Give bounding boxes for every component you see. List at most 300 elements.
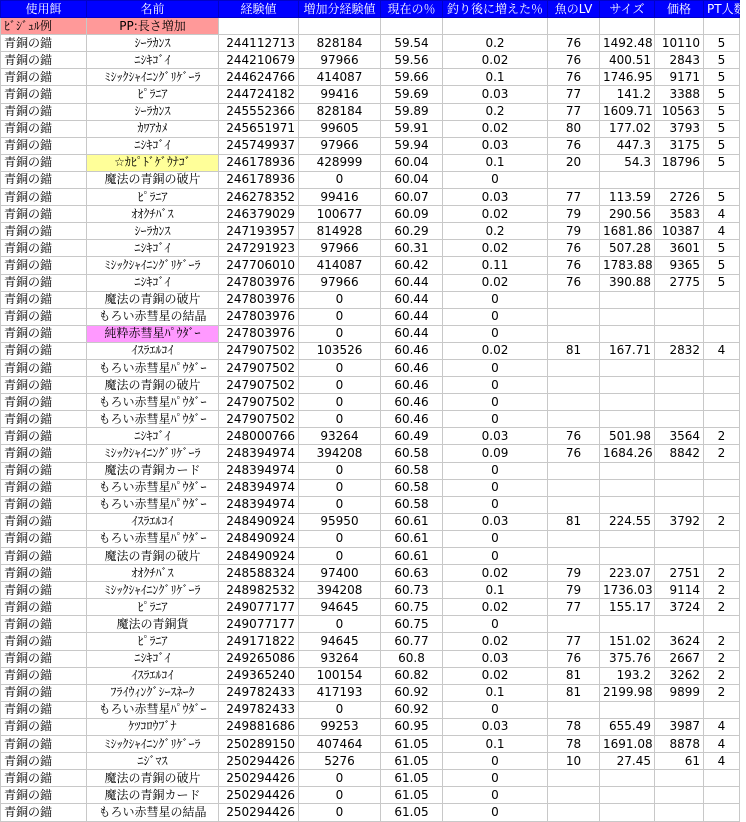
cell-gain[interactable]: 99253 — [299, 718, 381, 735]
cell-exp[interactable]: 247803976 — [219, 308, 299, 325]
cell-gain[interactable]: 0 — [299, 701, 381, 718]
cell-current-pct[interactable]: 60.46 — [381, 377, 443, 394]
cell-exp[interactable]: 250294426 — [219, 804, 299, 821]
cell-exp[interactable]: 246178936 — [219, 171, 299, 188]
cell-price[interactable] — [655, 377, 704, 394]
cell-pt[interactable]: 4 — [704, 342, 740, 359]
cell-fish-lv[interactable] — [548, 530, 600, 547]
cell-increase-pct[interactable]: 0.03 — [443, 650, 548, 667]
cell-exp[interactable]: 248394974 — [219, 445, 299, 462]
cell-exp[interactable]: 246178936 — [219, 154, 299, 171]
cell-price[interactable] — [655, 18, 704, 35]
cell-name[interactable]: もろい赤彗星ﾊﾟｳﾀﾞｰ — [87, 530, 219, 547]
cell-bait[interactable]: 青銅の錨 — [1, 753, 87, 770]
cell-price[interactable] — [655, 530, 704, 547]
cell-increase-pct[interactable]: 0.02 — [443, 240, 548, 257]
cell-name[interactable]: もろい赤彗星の結晶 — [87, 804, 219, 821]
cell-increase-pct[interactable]: 0 — [443, 308, 548, 325]
cell-name[interactable]: 魔法の青銅貨 — [87, 616, 219, 633]
header-name[interactable]: 名前 — [87, 1, 219, 18]
cell-gain[interactable]: 97966 — [299, 240, 381, 257]
cell-name[interactable]: もろい赤彗星ﾊﾟｳﾀﾞｰ — [87, 411, 219, 428]
cell-size[interactable] — [600, 479, 655, 496]
cell-pt[interactable] — [704, 530, 740, 547]
cell-size[interactable] — [600, 548, 655, 565]
cell-exp[interactable]: 249365240 — [219, 667, 299, 684]
cell-fish-lv[interactable]: 77 — [548, 633, 600, 650]
cell-price[interactable] — [655, 787, 704, 804]
cell-fish-lv[interactable]: 76 — [548, 257, 600, 274]
cell-gain[interactable]: 814928 — [299, 223, 381, 240]
cell-name[interactable]: PP:長さ増加 — [87, 18, 219, 35]
cell-size[interactable]: 167.71 — [600, 342, 655, 359]
cell-exp[interactable]: 247907502 — [219, 394, 299, 411]
cell-price[interactable]: 9114 — [655, 582, 704, 599]
cell-size[interactable]: 155.17 — [600, 599, 655, 616]
cell-exp[interactable]: 244724182 — [219, 86, 299, 103]
cell-increase-pct[interactable]: 0.1 — [443, 684, 548, 701]
cell-bait[interactable]: 青銅の錨 — [1, 462, 87, 479]
cell-pt[interactable] — [704, 359, 740, 376]
cell-bait[interactable]: 青銅の錨 — [1, 240, 87, 257]
cell-name[interactable]: もろい赤彗星ﾊﾟｳﾀﾞｰ — [87, 394, 219, 411]
cell-current-pct[interactable]: 59.54 — [381, 35, 443, 52]
cell-name[interactable]: ﾋﾟﾗﾆｱ — [87, 599, 219, 616]
cell-pt[interactable] — [704, 394, 740, 411]
cell-exp[interactable]: 248588324 — [219, 565, 299, 582]
cell-bait[interactable]: 青銅の錨 — [1, 530, 87, 547]
cell-size[interactable]: 655.49 — [600, 718, 655, 735]
cell-current-pct[interactable]: 60.42 — [381, 257, 443, 274]
cell-gain[interactable]: 0 — [299, 496, 381, 513]
cell-bait[interactable]: 青銅の錨 — [1, 377, 87, 394]
cell-fish-lv[interactable]: 79 — [548, 223, 600, 240]
cell-exp[interactable]: 246278352 — [219, 189, 299, 206]
cell-gain[interactable]: 0 — [299, 479, 381, 496]
cell-fish-lv[interactable] — [548, 701, 600, 718]
cell-increase-pct[interactable]: 0 — [443, 753, 548, 770]
cell-price[interactable]: 2726 — [655, 189, 704, 206]
cell-price[interactable] — [655, 496, 704, 513]
cell-gain[interactable]: 103526 — [299, 342, 381, 359]
cell-exp[interactable]: 247803976 — [219, 274, 299, 291]
cell-exp[interactable]: 247907502 — [219, 411, 299, 428]
cell-name[interactable]: もろい赤彗星ﾊﾟｳﾀﾞｰ — [87, 479, 219, 496]
cell-current-pct[interactable]: 60.09 — [381, 206, 443, 223]
cell-size[interactable] — [600, 308, 655, 325]
cell-gain[interactable]: 93264 — [299, 428, 381, 445]
cell-bait[interactable]: 青銅の錨 — [1, 137, 87, 154]
cell-price[interactable]: 10563 — [655, 103, 704, 120]
cell-current-pct[interactable]: 61.05 — [381, 787, 443, 804]
cell-increase-pct[interactable]: 0 — [443, 548, 548, 565]
cell-increase-pct[interactable]: 0 — [443, 701, 548, 718]
cell-gain[interactable]: 0 — [299, 616, 381, 633]
cell-name[interactable]: ｲｽﾗｴﾙｺｲ — [87, 667, 219, 684]
cell-increase-pct[interactable]: 0 — [443, 530, 548, 547]
cell-exp[interactable]: 248000766 — [219, 428, 299, 445]
cell-fish-lv[interactable]: 81 — [548, 667, 600, 684]
cell-price[interactable]: 3792 — [655, 513, 704, 530]
cell-increase-pct[interactable] — [443, 18, 548, 35]
cell-current-pct[interactable]: 60.29 — [381, 223, 443, 240]
cell-gain[interactable]: 93264 — [299, 650, 381, 667]
cell-fish-lv[interactable] — [548, 308, 600, 325]
cell-price[interactable]: 9171 — [655, 69, 704, 86]
cell-price[interactable]: 10110 — [655, 35, 704, 52]
header-price[interactable]: 価格 — [655, 1, 704, 18]
cell-gain[interactable]: 417193 — [299, 684, 381, 701]
cell-pt[interactable]: 2 — [704, 428, 740, 445]
cell-price[interactable]: 10387 — [655, 223, 704, 240]
cell-name[interactable]: もろい赤彗星の結晶 — [87, 308, 219, 325]
cell-current-pct[interactable]: 60.04 — [381, 171, 443, 188]
cell-size[interactable] — [600, 291, 655, 308]
cell-name[interactable]: ﾐｼｯｸｼｬｲﾆﾝｸﾞﾘｹﾞｰﾗ — [87, 445, 219, 462]
cell-increase-pct[interactable]: 0 — [443, 496, 548, 513]
cell-price[interactable]: 3175 — [655, 137, 704, 154]
cell-increase-pct[interactable]: 0 — [443, 616, 548, 633]
cell-exp[interactable]: 246379029 — [219, 206, 299, 223]
cell-current-pct[interactable]: 60.75 — [381, 616, 443, 633]
cell-gain[interactable]: 97966 — [299, 52, 381, 69]
cell-fish-lv[interactable]: 78 — [548, 736, 600, 753]
cell-fish-lv[interactable]: 78 — [548, 718, 600, 735]
cell-gain[interactable]: 95950 — [299, 513, 381, 530]
cell-current-pct[interactable]: 60.31 — [381, 240, 443, 257]
cell-name[interactable]: ﾆｼｷｺﾞｲ — [87, 274, 219, 291]
cell-current-pct[interactable]: 60.61 — [381, 530, 443, 547]
cell-current-pct[interactable]: 60.49 — [381, 428, 443, 445]
cell-pt[interactable] — [704, 701, 740, 718]
cell-increase-pct[interactable]: 0.2 — [443, 35, 548, 52]
cell-name[interactable]: ﾆｼｷｺﾞｲ — [87, 428, 219, 445]
cell-fish-lv[interactable] — [548, 291, 600, 308]
cell-name[interactable]: 魔法の青銅の破片 — [87, 548, 219, 565]
cell-pt[interactable]: 2 — [704, 445, 740, 462]
cell-fish-lv[interactable]: 77 — [548, 599, 600, 616]
cell-fish-lv[interactable]: 10 — [548, 753, 600, 770]
cell-gain[interactable]: 414087 — [299, 69, 381, 86]
cell-current-pct[interactable]: 60.92 — [381, 684, 443, 701]
cell-gain[interactable]: 0 — [299, 411, 381, 428]
cell-pt[interactable]: 2 — [704, 650, 740, 667]
cell-current-pct[interactable]: 60.58 — [381, 462, 443, 479]
cell-pt[interactable] — [704, 325, 740, 342]
cell-current-pct[interactable]: 60.63 — [381, 565, 443, 582]
cell-increase-pct[interactable]: 0 — [443, 770, 548, 787]
cell-price[interactable] — [655, 171, 704, 188]
header-bait[interactable]: 使用餌 — [1, 1, 87, 18]
cell-size[interactable]: 193.2 — [600, 667, 655, 684]
cell-gain[interactable]: 0 — [299, 325, 381, 342]
cell-pt[interactable]: 5 — [704, 86, 740, 103]
cell-gain[interactable]: 0 — [299, 530, 381, 547]
cell-exp[interactable]: 247291923 — [219, 240, 299, 257]
cell-name[interactable]: ﾋﾟﾗﾆｱ — [87, 86, 219, 103]
cell-gain[interactable]: 0 — [299, 394, 381, 411]
cell-fish-lv[interactable] — [548, 411, 600, 428]
cell-fish-lv[interactable] — [548, 359, 600, 376]
cell-size[interactable]: 2199.98 — [600, 684, 655, 701]
cell-size[interactable] — [600, 701, 655, 718]
cell-pt[interactable]: 5 — [704, 189, 740, 206]
cell-price[interactable] — [655, 701, 704, 718]
cell-bait[interactable]: 青銅の錨 — [1, 548, 87, 565]
cell-gain[interactable]: 394208 — [299, 445, 381, 462]
cell-size[interactable]: 1746.95 — [600, 69, 655, 86]
cell-size[interactable] — [600, 377, 655, 394]
cell-bait[interactable]: 青銅の錨 — [1, 52, 87, 69]
cell-gain[interactable]: 0 — [299, 171, 381, 188]
cell-fish-lv[interactable] — [548, 325, 600, 342]
cell-size[interactable]: 400.51 — [600, 52, 655, 69]
cell-size[interactable] — [600, 530, 655, 547]
cell-exp[interactable]: 245552366 — [219, 103, 299, 120]
cell-pt[interactable]: 4 — [704, 736, 740, 753]
cell-exp[interactable]: 249077177 — [219, 616, 299, 633]
cell-bait[interactable]: 青銅の錨 — [1, 257, 87, 274]
cell-current-pct[interactable]: 59.91 — [381, 120, 443, 137]
cell-gain[interactable]: 94645 — [299, 599, 381, 616]
cell-current-pct[interactable]: 60.95 — [381, 718, 443, 735]
cell-pt[interactable]: 5 — [704, 52, 740, 69]
cell-size[interactable]: 1691.08 — [600, 736, 655, 753]
cell-increase-pct[interactable]: 0.02 — [443, 667, 548, 684]
cell-bait[interactable]: 青銅の錨 — [1, 701, 87, 718]
cell-price[interactable]: 8842 — [655, 445, 704, 462]
cell-name[interactable]: 魔法の青銅カード — [87, 787, 219, 804]
cell-current-pct[interactable]: 59.94 — [381, 137, 443, 154]
cell-pt[interactable]: 5 — [704, 257, 740, 274]
cell-increase-pct[interactable]: 0.02 — [443, 274, 548, 291]
cell-increase-pct[interactable]: 0.1 — [443, 736, 548, 753]
cell-current-pct[interactable]: 61.05 — [381, 753, 443, 770]
cell-increase-pct[interactable]: 0 — [443, 377, 548, 394]
cell-size[interactable]: 1609.71 — [600, 103, 655, 120]
cell-name[interactable]: もろい赤彗星ﾊﾟｳﾀﾞｰ — [87, 701, 219, 718]
cell-increase-pct[interactable]: 0 — [443, 462, 548, 479]
cell-gain[interactable]: 407464 — [299, 736, 381, 753]
cell-increase-pct[interactable]: 0.03 — [443, 513, 548, 530]
cell-fish-lv[interactable]: 76 — [548, 35, 600, 52]
cell-bait[interactable]: 青銅の錨 — [1, 513, 87, 530]
cell-size[interactable]: 54.3 — [600, 154, 655, 171]
cell-bait[interactable]: 青銅の錨 — [1, 189, 87, 206]
cell-pt[interactable]: 5 — [704, 137, 740, 154]
cell-name[interactable]: ｼｰﾗｶﾝｽ — [87, 223, 219, 240]
cell-size[interactable]: 447.3 — [600, 137, 655, 154]
cell-gain[interactable]: 828184 — [299, 103, 381, 120]
cell-fish-lv[interactable]: 76 — [548, 445, 600, 462]
cell-fish-lv[interactable]: 81 — [548, 684, 600, 701]
header-gain[interactable]: 増加分経験値 — [299, 1, 381, 18]
cell-current-pct[interactable]: 60.07 — [381, 189, 443, 206]
cell-increase-pct[interactable]: 0.02 — [443, 206, 548, 223]
cell-bait[interactable]: 青銅の錨 — [1, 479, 87, 496]
cell-increase-pct[interactable]: 0.03 — [443, 718, 548, 735]
cell-bait[interactable]: 青銅の錨 — [1, 308, 87, 325]
cell-price[interactable]: 3388 — [655, 86, 704, 103]
header-increase-pct[interactable]: 釣り後に増えた％ — [443, 1, 548, 18]
cell-size[interactable]: 27.45 — [600, 753, 655, 770]
cell-name[interactable]: もろい赤彗星ﾊﾟｳﾀﾞｰ — [87, 496, 219, 513]
cell-gain[interactable]: 414087 — [299, 257, 381, 274]
cell-fish-lv[interactable] — [548, 496, 600, 513]
cell-gain[interactable]: 394208 — [299, 582, 381, 599]
cell-bait[interactable]: 青銅の錨 — [1, 291, 87, 308]
cell-bait[interactable]: 青銅の錨 — [1, 171, 87, 188]
cell-current-pct[interactable]: 59.69 — [381, 86, 443, 103]
cell-pt[interactable]: 5 — [704, 154, 740, 171]
cell-name[interactable]: ﾆｼｷｺﾞｲ — [87, 650, 219, 667]
cell-pt[interactable]: 5 — [704, 69, 740, 86]
cell-current-pct[interactable]: 60.75 — [381, 599, 443, 616]
cell-bait[interactable]: 青銅の錨 — [1, 342, 87, 359]
cell-current-pct[interactable]: 59.89 — [381, 103, 443, 120]
cell-fish-lv[interactable]: 76 — [548, 274, 600, 291]
cell-pt[interactable] — [704, 171, 740, 188]
cell-size[interactable] — [600, 787, 655, 804]
cell-name[interactable]: ﾐｼｯｸｼｬｲﾆﾝｸﾞﾘｹﾞｰﾗ — [87, 257, 219, 274]
cell-price[interactable]: 2775 — [655, 274, 704, 291]
cell-fish-lv[interactable] — [548, 804, 600, 821]
cell-pt[interactable]: 2 — [704, 667, 740, 684]
cell-gain[interactable]: 0 — [299, 291, 381, 308]
cell-price[interactable]: 3624 — [655, 633, 704, 650]
cell-current-pct[interactable]: 60.92 — [381, 701, 443, 718]
cell-price[interactable]: 61 — [655, 753, 704, 770]
cell-current-pct[interactable]: 60.46 — [381, 394, 443, 411]
cell-bait[interactable]: 青銅の錨 — [1, 223, 87, 240]
cell-fish-lv[interactable]: 76 — [548, 69, 600, 86]
cell-name[interactable]: ﾆｼﾞﾏｽ — [87, 753, 219, 770]
cell-name[interactable]: 純粋赤彗星ﾊﾟｳﾀﾞｰ — [87, 325, 219, 342]
cell-price[interactable] — [655, 394, 704, 411]
cell-fish-lv[interactable] — [548, 377, 600, 394]
cell-exp[interactable]: 245749937 — [219, 137, 299, 154]
cell-exp[interactable]: 248394974 — [219, 496, 299, 513]
header-exp[interactable]: 経験値 — [219, 1, 299, 18]
cell-fish-lv[interactable] — [548, 548, 600, 565]
cell-size[interactable]: 113.59 — [600, 189, 655, 206]
cell-price[interactable] — [655, 325, 704, 342]
cell-exp[interactable]: 248490924 — [219, 530, 299, 547]
cell-price[interactable]: 2751 — [655, 565, 704, 582]
cell-pt[interactable]: 4 — [704, 206, 740, 223]
cell-pt[interactable]: 5 — [704, 120, 740, 137]
cell-current-pct[interactable]: 60.82 — [381, 667, 443, 684]
cell-bait[interactable]: 青銅の錨 — [1, 394, 87, 411]
cell-increase-pct[interactable]: 0.03 — [443, 137, 548, 154]
cell-name[interactable]: ﾐｼｯｸｼｬｲﾆﾝｸﾞﾘｹﾞｰﾗ — [87, 736, 219, 753]
cell-size[interactable] — [600, 616, 655, 633]
cell-bait[interactable]: 青銅の錨 — [1, 69, 87, 86]
cell-size[interactable] — [600, 804, 655, 821]
cell-current-pct[interactable]: 60.04 — [381, 154, 443, 171]
cell-gain[interactable]: 99416 — [299, 86, 381, 103]
cell-bait[interactable]: 青銅の錨 — [1, 359, 87, 376]
cell-bait[interactable]: 青銅の錨 — [1, 120, 87, 137]
cell-current-pct[interactable]: 60.61 — [381, 513, 443, 530]
cell-pt[interactable] — [704, 377, 740, 394]
cell-current-pct[interactable]: 60.44 — [381, 274, 443, 291]
cell-name[interactable]: ﾐｼｯｸｼｬｲﾆﾝｸﾞﾘｹﾞｰﾗ — [87, 69, 219, 86]
cell-current-pct[interactable]: 59.66 — [381, 69, 443, 86]
cell-gain[interactable] — [299, 18, 381, 35]
cell-pt[interactable] — [704, 496, 740, 513]
cell-gain[interactable]: 0 — [299, 359, 381, 376]
header-size[interactable]: サイズ — [600, 1, 655, 18]
cell-gain[interactable]: 97966 — [299, 137, 381, 154]
cell-gain[interactable]: 0 — [299, 377, 381, 394]
cell-size[interactable]: 141.2 — [600, 86, 655, 103]
cell-current-pct[interactable]: 61.05 — [381, 770, 443, 787]
cell-exp[interactable]: 250294426 — [219, 770, 299, 787]
cell-exp[interactable]: 247907502 — [219, 359, 299, 376]
cell-increase-pct[interactable]: 0 — [443, 359, 548, 376]
cell-bait[interactable]: 青銅の錨 — [1, 411, 87, 428]
cell-current-pct[interactable]: 60.46 — [381, 359, 443, 376]
cell-price[interactable] — [655, 479, 704, 496]
cell-price[interactable]: 8878 — [655, 736, 704, 753]
cell-name[interactable]: ﾌﾗｲｳｨﾝｸﾞｼｰｽﾈｰｸ — [87, 684, 219, 701]
cell-price[interactable]: 2832 — [655, 342, 704, 359]
cell-pt[interactable] — [704, 18, 740, 35]
cell-bait[interactable]: 青銅の錨 — [1, 445, 87, 462]
cell-name[interactable]: ☆ｶﾋﾟﾄﾞｹﾞｳﾅｺﾞ — [87, 154, 219, 171]
cell-size[interactable]: 390.88 — [600, 274, 655, 291]
header-fish-lv[interactable]: 魚のLV — [548, 1, 600, 18]
cell-bait[interactable]: 青銅の錨 — [1, 154, 87, 171]
cell-gain[interactable]: 99605 — [299, 120, 381, 137]
cell-name[interactable]: ｵｵｸﾁﾊﾞｽ — [87, 206, 219, 223]
header-pt[interactable]: PT人数 — [704, 1, 740, 18]
cell-price[interactable]: 9899 — [655, 684, 704, 701]
cell-exp[interactable]: 247907502 — [219, 342, 299, 359]
cell-bait[interactable]: 青銅の錨 — [1, 787, 87, 804]
cell-fish-lv[interactable]: 79 — [548, 565, 600, 582]
cell-price[interactable] — [655, 411, 704, 428]
cell-name[interactable]: 魔法の青銅の破片 — [87, 377, 219, 394]
cell-price[interactable] — [655, 548, 704, 565]
cell-fish-lv[interactable]: 76 — [548, 240, 600, 257]
cell-pt[interactable]: 2 — [704, 513, 740, 530]
cell-price[interactable]: 2843 — [655, 52, 704, 69]
cell-pt[interactable] — [704, 308, 740, 325]
cell-fish-lv[interactable]: 79 — [548, 206, 600, 223]
cell-current-pct[interactable]: 60.58 — [381, 496, 443, 513]
cell-fish-lv[interactable] — [548, 394, 600, 411]
cell-current-pct[interactable]: 61.05 — [381, 804, 443, 821]
cell-gain[interactable]: 0 — [299, 548, 381, 565]
cell-bait[interactable]: 青銅の錨 — [1, 599, 87, 616]
cell-exp[interactable]: 247803976 — [219, 291, 299, 308]
cell-size[interactable]: 375.76 — [600, 650, 655, 667]
cell-gain[interactable]: 0 — [299, 804, 381, 821]
cell-name[interactable]: 魔法の青銅の破片 — [87, 291, 219, 308]
cell-size[interactable]: 224.55 — [600, 513, 655, 530]
cell-price[interactable]: 3601 — [655, 240, 704, 257]
cell-bait[interactable]: 青銅の錨 — [1, 428, 87, 445]
cell-fish-lv[interactable] — [548, 787, 600, 804]
cell-fish-lv[interactable]: 81 — [548, 513, 600, 530]
cell-name[interactable]: ｲｽﾗｴﾙｺｲ — [87, 342, 219, 359]
cell-exp[interactable]: 250294426 — [219, 753, 299, 770]
cell-increase-pct[interactable]: 0.03 — [443, 86, 548, 103]
cell-pt[interactable] — [704, 462, 740, 479]
cell-size[interactable]: 290.56 — [600, 206, 655, 223]
